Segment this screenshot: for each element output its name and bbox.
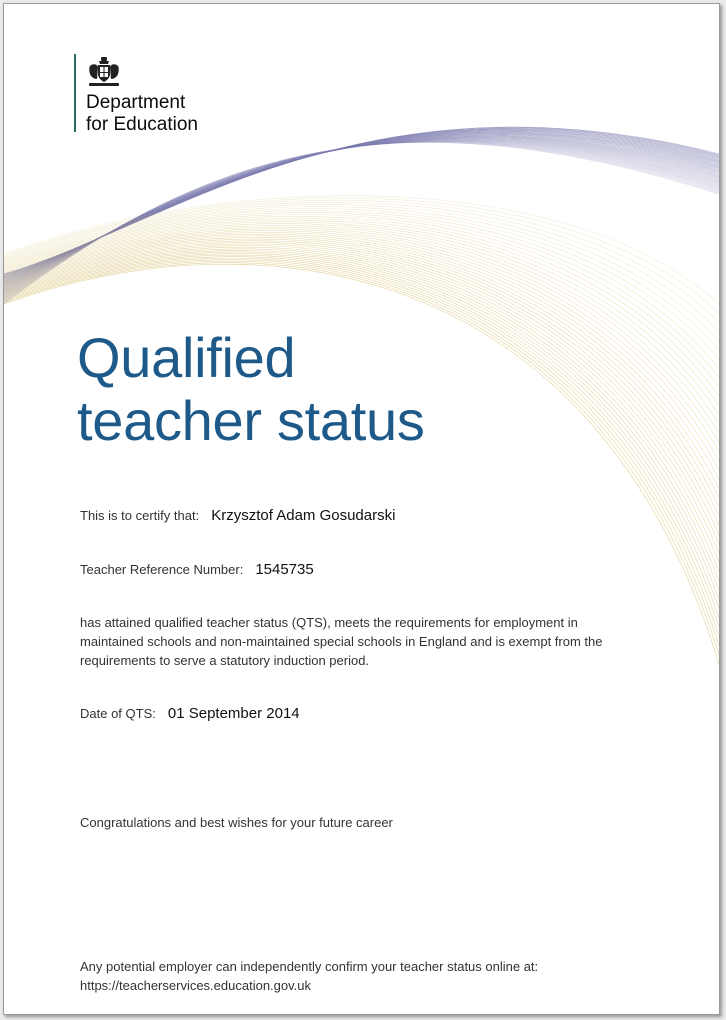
department-name-line2: for Education — [86, 114, 198, 135]
certificate-page — [3, 3, 720, 1015]
trn-value: 1545735 — [255, 561, 314, 578]
qts-statement — [80, 613, 680, 670]
certificate-title — [77, 326, 425, 452]
statement-line2: maintained schools and non-maintained special schools in England and is exempt from the — [80, 634, 603, 649]
verification-note — [80, 957, 680, 995]
title-line2: teacher status — [77, 389, 425, 452]
department-name — [86, 92, 246, 136]
statement-line3: requirements to serve a statutory induction period. — [80, 653, 370, 668]
department-name-line1: Department — [86, 92, 186, 113]
congratulations-text: Congratulations and best wishes for your future career — [80, 815, 393, 830]
trn-label: Teacher Reference Number: — [80, 562, 244, 577]
holder-name: Krzysztof Adam Gosudarski — [211, 507, 396, 524]
department-logo — [74, 54, 198, 135]
certify-label: This is to certify that: — [80, 508, 200, 523]
qts-date-label: Date of QTS: — [80, 706, 156, 721]
qts-date-row — [80, 705, 300, 722]
verification-line: Any potential employer can independently confirm your teacher status online at: — [80, 959, 539, 974]
royal-coat-of-arms-icon — [86, 56, 122, 88]
verification-url: https://teacherservices.education.gov.uk — [80, 978, 311, 993]
qts-date-value: 01 September 2014 — [167, 705, 300, 722]
trn-row — [80, 561, 314, 578]
statement-line1: has attained qualified teacher status (QTS), meets the requirements for employment in — [80, 615, 578, 630]
title-line1: Qualified — [77, 326, 296, 389]
certify-row — [80, 507, 395, 524]
